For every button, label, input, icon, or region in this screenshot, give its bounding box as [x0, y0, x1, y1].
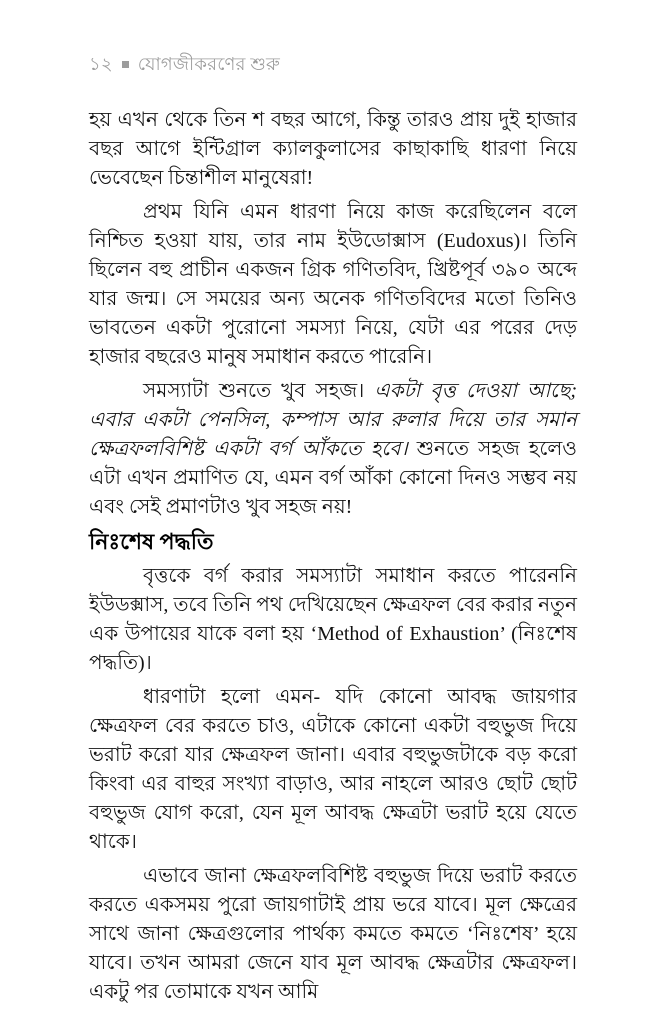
text-run: শুনতে সহজ হলেও এটা এখন প্রমাণিত যে, এমন বর্গ আঁকা কোনো দিনও সম্ভব নয় এবং সেই প্রমাণটাও খুব সহজ নয়!	[89, 438, 578, 518]
section-heading: নিঃশেষ পদ্ধতি	[89, 529, 214, 554]
page-body	[89, 106, 577, 1007]
chapter-title: যোগজীকরণের শুরু	[137, 54, 281, 74]
text-run: সমস্যাটা শুনতে খুব সহজ।	[143, 380, 375, 402]
body-paragraph-6: এভাবে জানা ক্ষেত্রফলবিশিষ্ট বহুভুজ দিয়ে ভরাট করতে করতে একসময় পুরো জায়গাটাই প্রায় ভরে যাবে। মূল ক্ষেত্রের সাথে জানা ক্ষেত্রগুলোর পার্থক্য কমতে কমতে ‘নিঃশেষ’ হয়ে যাবে। তখন আমরা জেনে যাব মূল আবদ্ধ ক্ষেত্রটার ক্ষেত্রফল। একটু পর তোমাকে যখন আমি	[89, 865, 577, 1003]
page-number: ১২	[89, 54, 113, 74]
body-paragraph-1: হয় এখন থেকে তিন শ বছর আগে, কিন্তু তারও প্রায় দুই হাজার বছর আগে ইন্টিগ্রাল ক্যালকুলাসের কাছাকাছি ধারণা নিয়ে ভেবেছেন চিন্তাশীল মানুষেরা!	[89, 109, 577, 189]
body-paragraph-3	[89, 377, 577, 522]
body-paragraph-2: প্রথম যিনি এমন ধারণা নিয়ে কাজ করেছিলেন বলে নিশ্চিত হওয়া যায়, তার নাম ইউডোক্সাস (Eudoxus)। তিনি ছিলেন বহু প্রাচীন একজন গ্রিক গণিতবিদ, খ্রিষ্টপূর্ব ৩৯০ অব্দে যার জন্ম। সে সময়ের অন্য অনেক গণিতবিদের মতো তিনিও ভাবতেন একটা পুরোনো সমস্যা নিয়ে, যেটা এর পরের দেড় হাজার বছরেও মানুষ সমাধান করতে পারেনি।	[89, 201, 577, 368]
square-bullet-icon	[122, 61, 129, 68]
italic-text-run: একটা বৃত্ত দেওয়া আছে; এবার একটা পেনসিল, কম্পাস আর রুলার দিয়ে তার সমান ক্ষেত্রফলবিশিষ্ট একটা বর্গ আঁকতে হবে।	[89, 380, 577, 460]
running-header	[89, 52, 576, 76]
body-paragraph-4: বৃত্তকে বর্গ করার সমস্যাটা সমাধান করতে পারেননি ইউডক্সাস, তবে তিনি পথ দেখিয়েছেন ক্ষেত্রফল বের করার নতুন এক উপায়ের যাকে বলা হয় ‘Method of Exhaustion’ (নিঃশেষ পদ্ধতি)।	[89, 565, 577, 674]
body-paragraph-5: ধারণাটা হলো এমন- যদি কোনো আবদ্ধ জায়গার ক্ষেত্রফল বের করতে চাও, এটাকে কোনো একটা বহুভুজ দিয়ে ভরাট করো যার ক্ষেত্রফল জানা। এবার বহুভুজটাকে বড় করো কিংবা এর বাহুর সংখ্যা বাড়াও, আর নাহলে আরও ছোট ছোট বহুভুজ যোগ করো, যেন মূল আবদ্ধ ক্ষেত্রটা ভরাট হয়ে যেতে থাকে।	[89, 686, 577, 853]
